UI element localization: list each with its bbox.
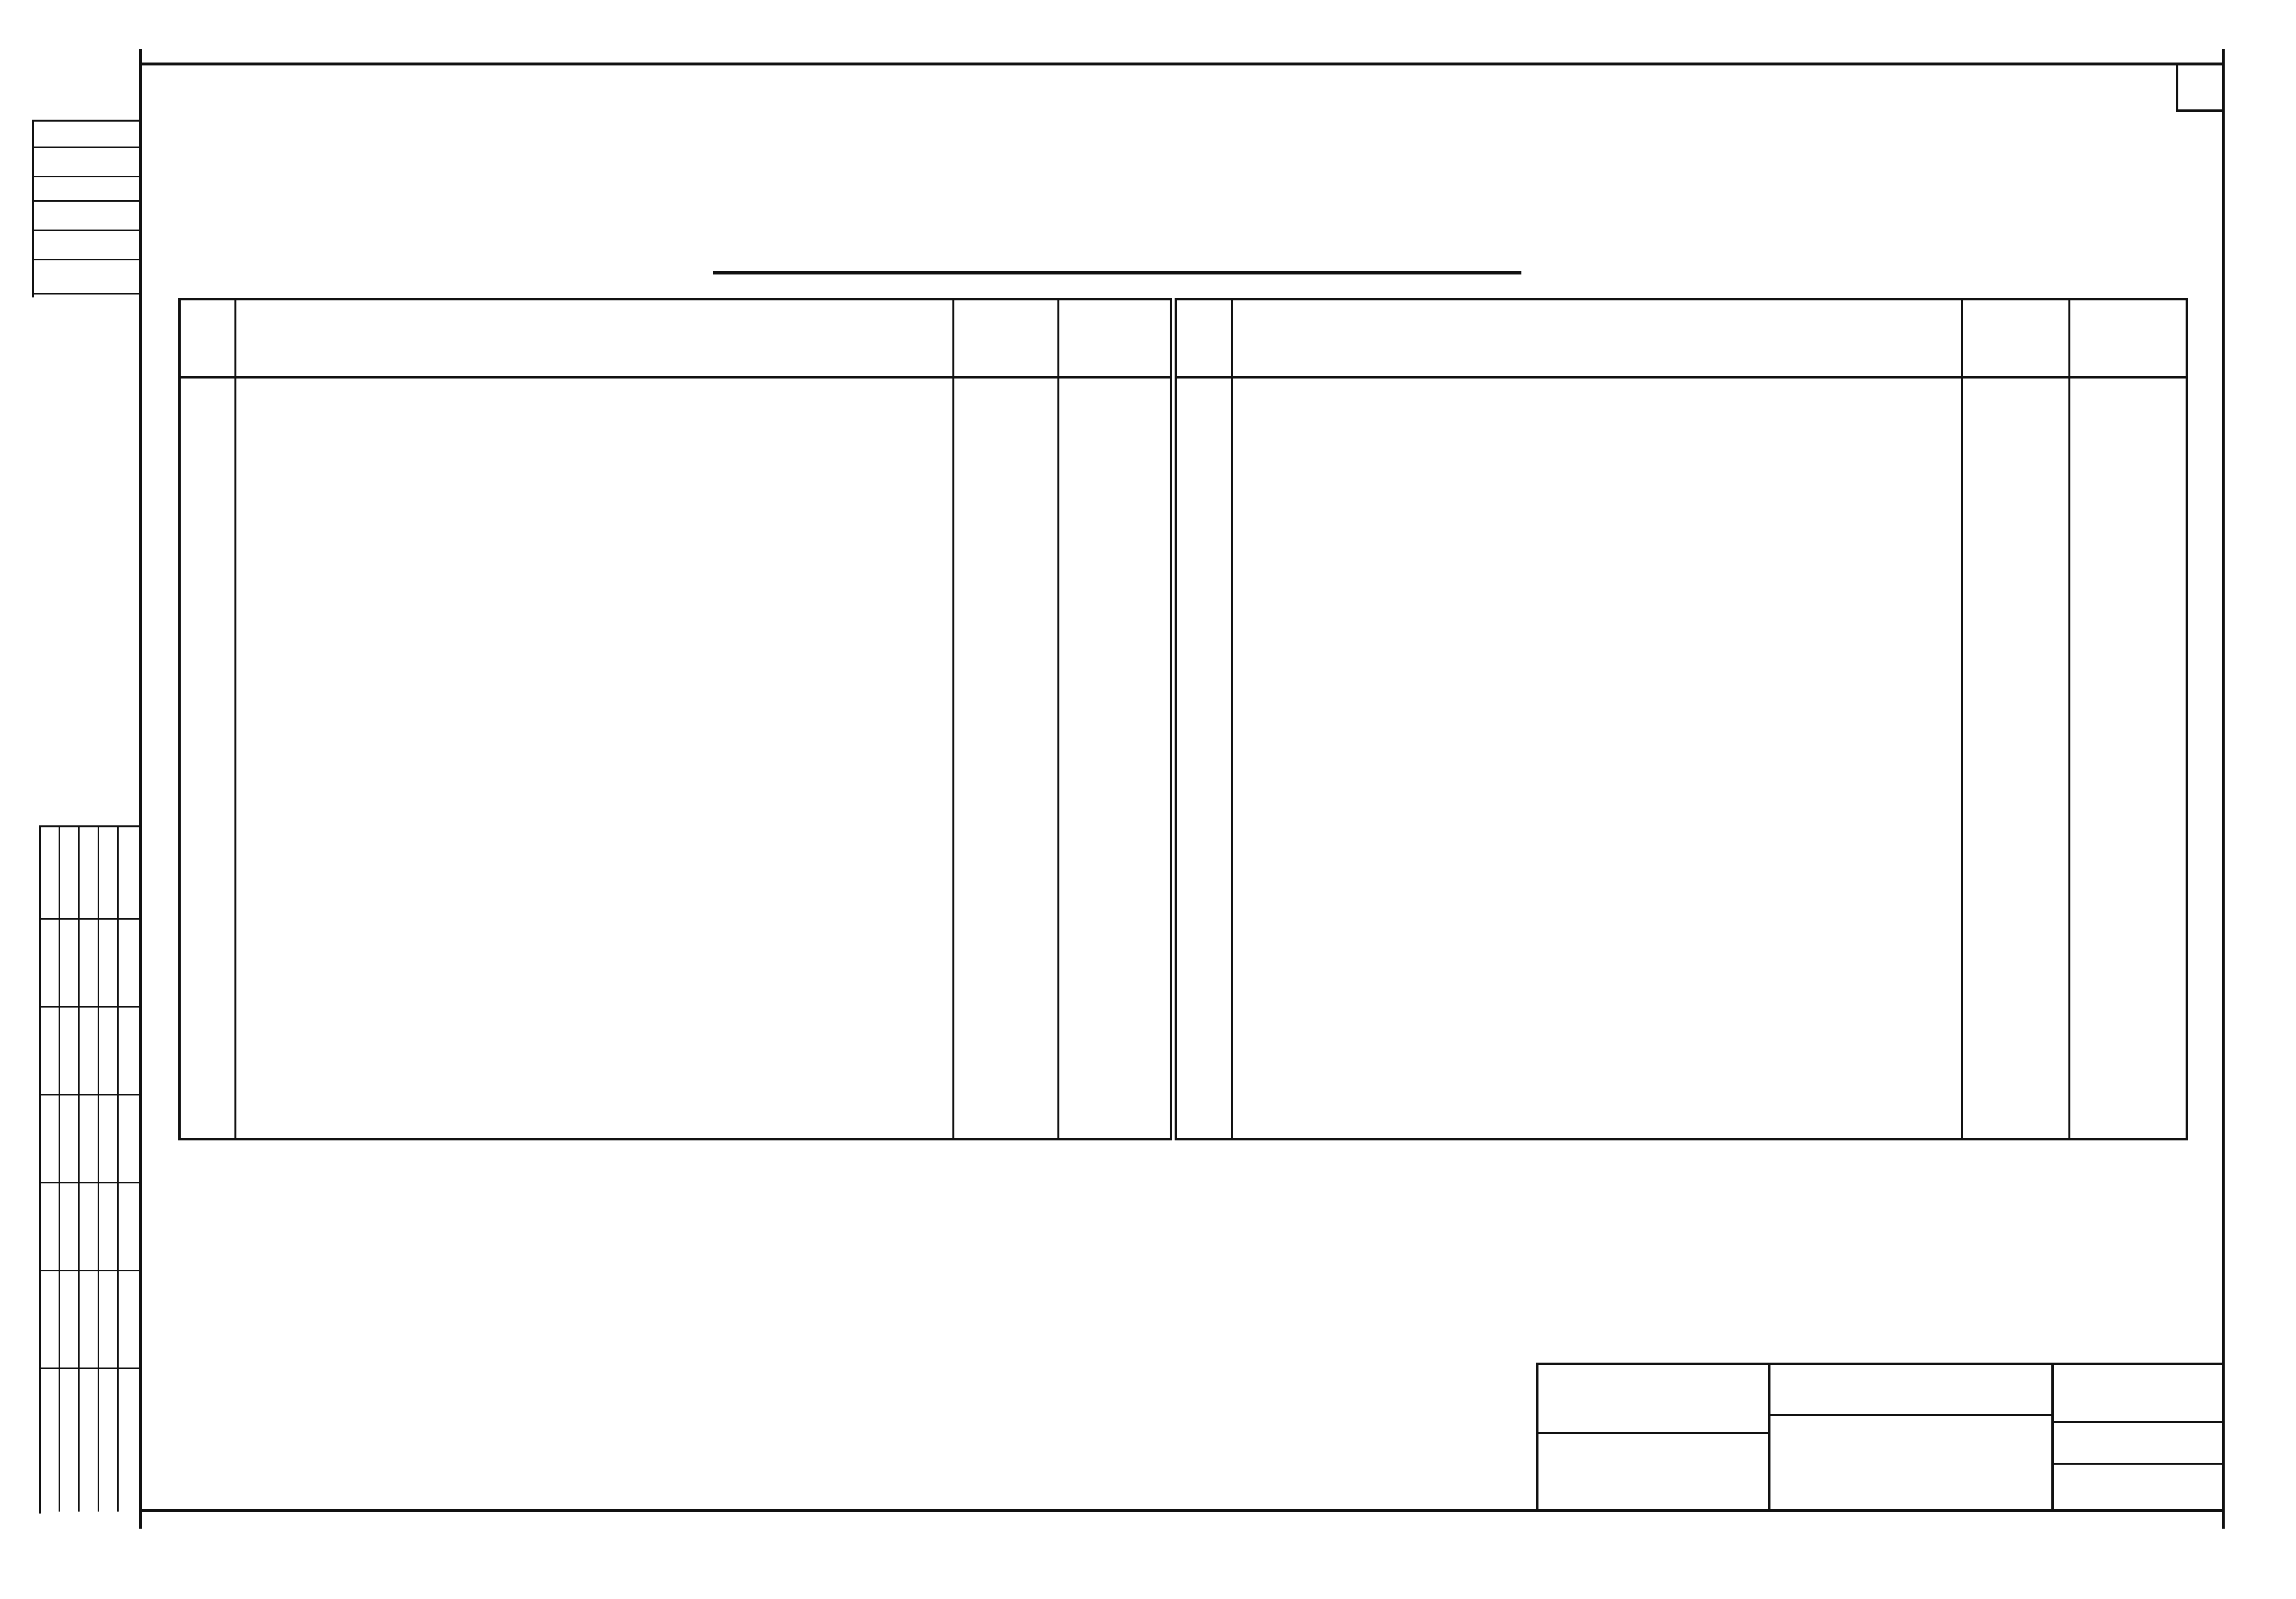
left-table [178,298,1172,1140]
sheet-number-box [2176,65,2224,112]
border-top [139,63,2225,65]
title-underline [713,271,1521,274]
border-right [2222,49,2225,1529]
title-block [1536,1363,2225,1512]
left-strip [39,825,141,1514]
right-table [1175,298,2188,1140]
